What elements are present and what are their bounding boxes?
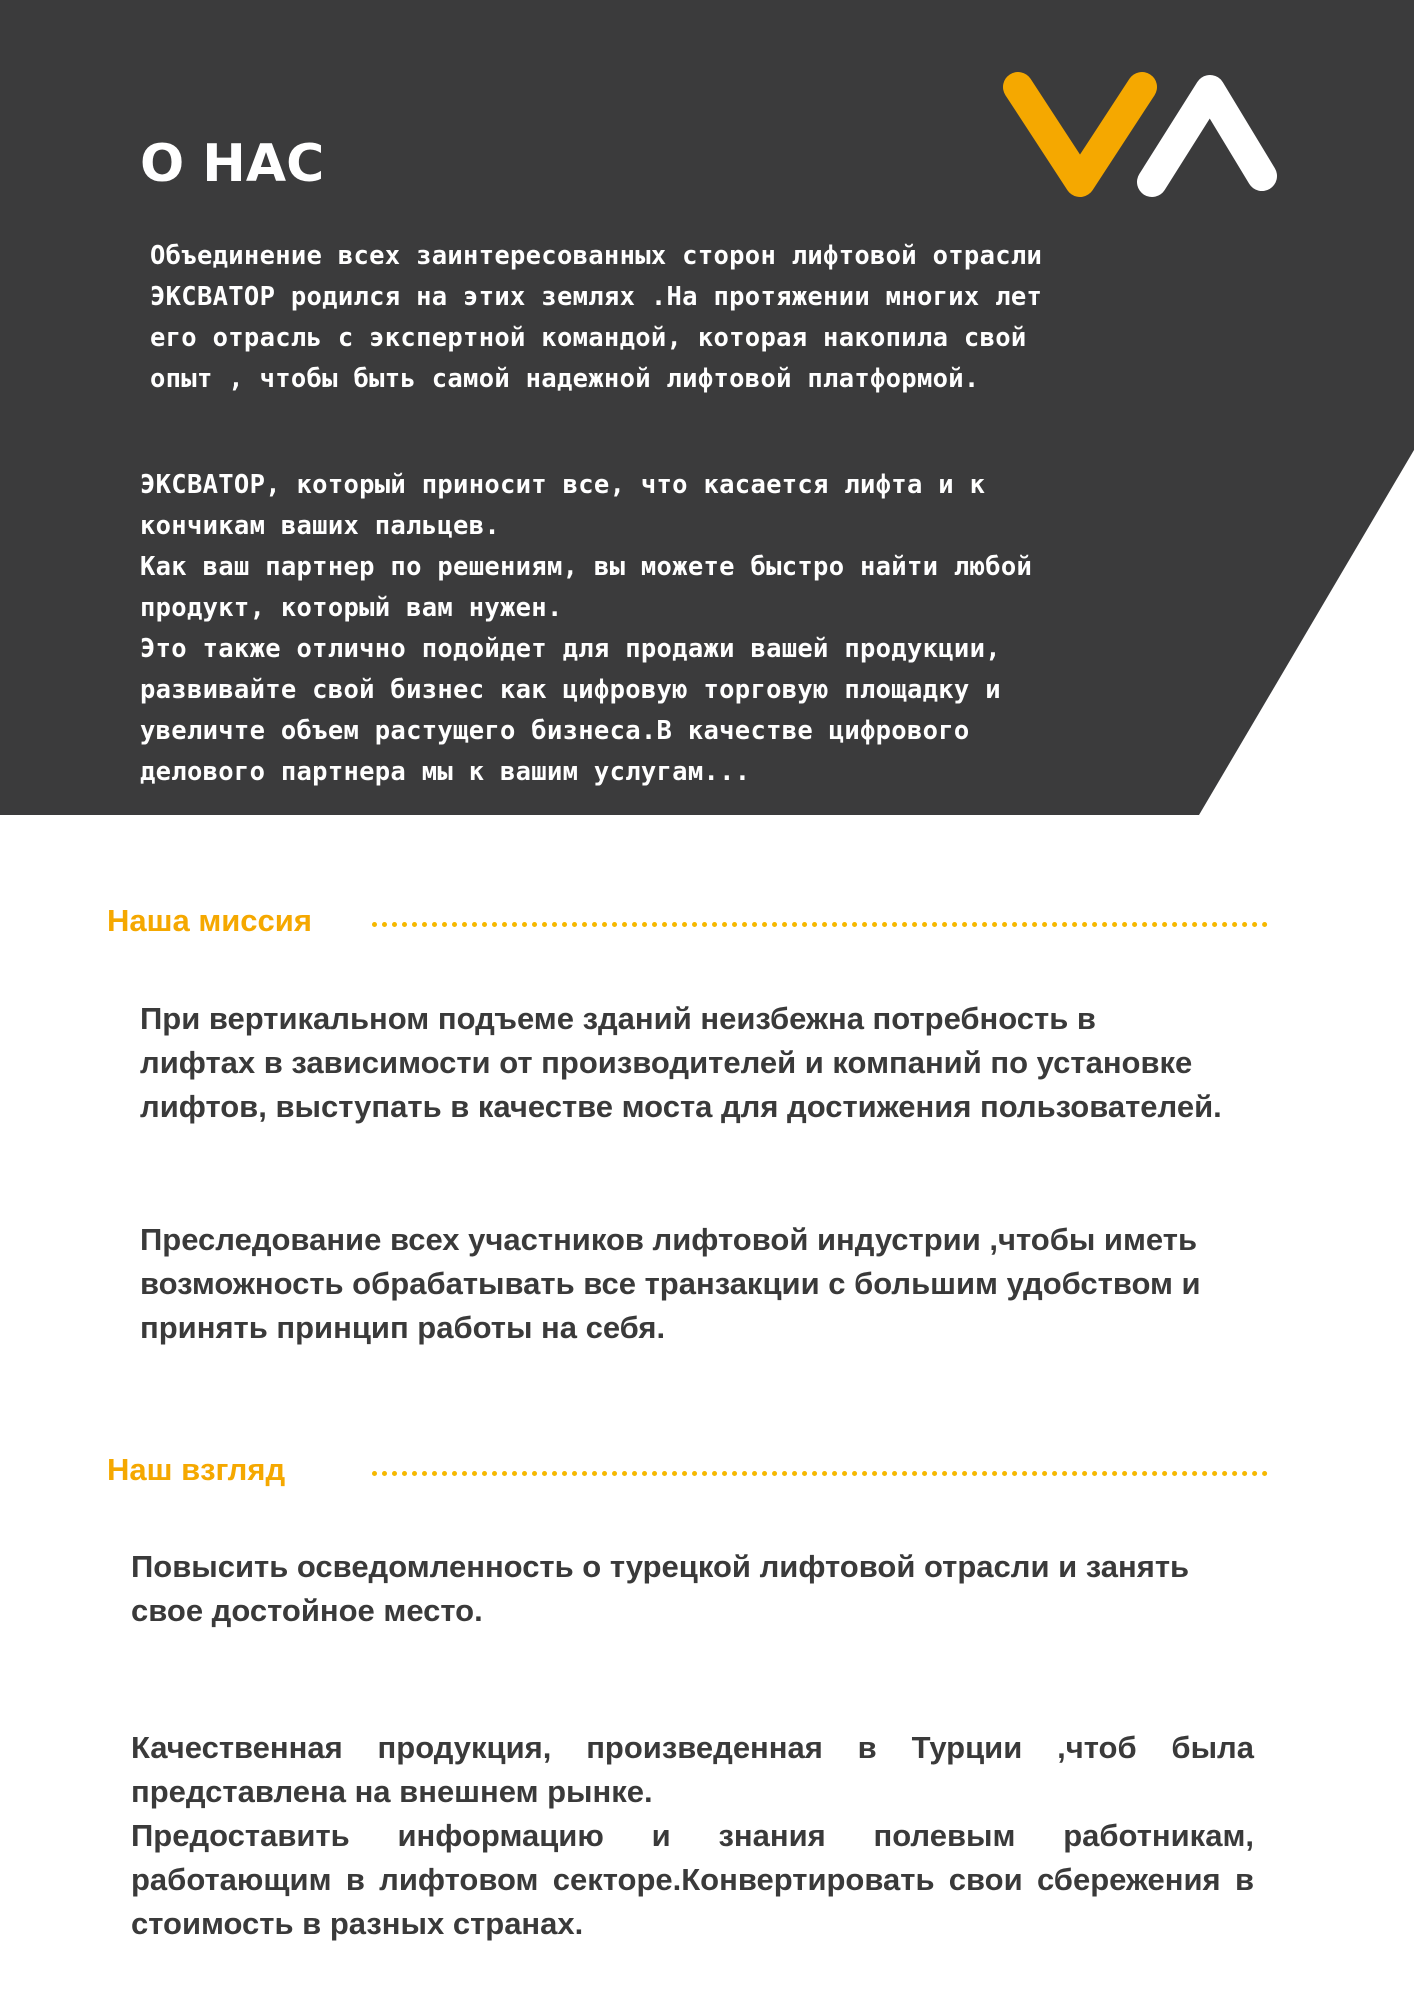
text-line: Предоставить информацию и знания полевым работникам,	[131, 1818, 1254, 1853]
text-line: принять принцип работы на себя.	[140, 1310, 666, 1345]
intro-line: ЭКСВАТОР, который приносит все, что касается лифта и к	[140, 470, 986, 500]
intro-line: его отрасль с экспертной командой, которая накопила свой	[150, 323, 1027, 353]
page-title: О НАС	[140, 134, 325, 194]
intro-line: Объединение всех заинтересованных сторон лифтовой отрасли	[150, 241, 1043, 271]
text-line: лифтов, выступать в качестве моста для достижения пользователей.	[140, 1089, 1222, 1124]
text-line: лифтах в зависимости от производителей и компаний по установке	[140, 1045, 1193, 1080]
dotted-divider	[372, 1471, 1268, 1476]
text-line: При вертикальном подъеме зданий неизбежна потребность в	[140, 1001, 1096, 1036]
mission-paragraph-2	[140, 1218, 1201, 1350]
intro-line: кончикам ваших пальцев.	[140, 511, 501, 541]
text-line: Повысить осведомленность о турецкой лифтовой отрасли и занять	[131, 1549, 1190, 1584]
vision-paragraph-1	[131, 1545, 1189, 1633]
intro-line: ЭКСВАТОР родился на этих землях .На протяжении многих лет	[150, 282, 1043, 312]
va-logo-icon	[1000, 70, 1280, 200]
vision-paragraph-2	[131, 1726, 1254, 1814]
intro-line: увеличте объем растущего бизнеса.В качестве цифрового	[140, 716, 970, 746]
intro-line: опыт , чтобы быть самой надежной лифтовой платформой.	[150, 364, 980, 394]
vision-heading: Наш взгляд	[107, 1452, 286, 1487]
intro-line: делового партнера мы к вашим услугам...	[140, 757, 751, 787]
text-line: возможность обрабатывать все транзакции с большим удобством и	[140, 1266, 1201, 1301]
text-line: Качественная продукция, произведенная в Турции ,чтоб была	[131, 1730, 1254, 1765]
text-line: Преследование всех участников лифтовой индустрии ,чтобы иметь	[140, 1222, 1197, 1257]
text-line: работающим в лифтовом секторе.Конвертировать свои сбережения в	[131, 1862, 1254, 1897]
text-line: стоимость в разных странах.	[131, 1906, 584, 1941]
dotted-divider	[372, 922, 1268, 927]
intro-paragraph-1	[150, 236, 1042, 400]
text-line: представлена на внешнем рынке.	[131, 1774, 653, 1809]
vision-paragraph-3	[131, 1814, 1254, 1946]
text-line: свое достойное место.	[131, 1593, 483, 1628]
intro-line: Это также отлично подойдет для продажи вашей продукции,	[140, 634, 1001, 664]
mission-heading: Наша миссия	[107, 903, 312, 938]
intro-line: продукт, который вам нужен.	[140, 593, 563, 623]
mission-paragraph-1	[140, 997, 1222, 1129]
intro-line: развивайте свой бизнес как цифровую торговую площадку и	[140, 675, 1001, 705]
intro-paragraph-2	[140, 465, 1032, 793]
intro-line: Как ваш партнер по решениям, вы можете быстро найти любой	[140, 552, 1033, 582]
